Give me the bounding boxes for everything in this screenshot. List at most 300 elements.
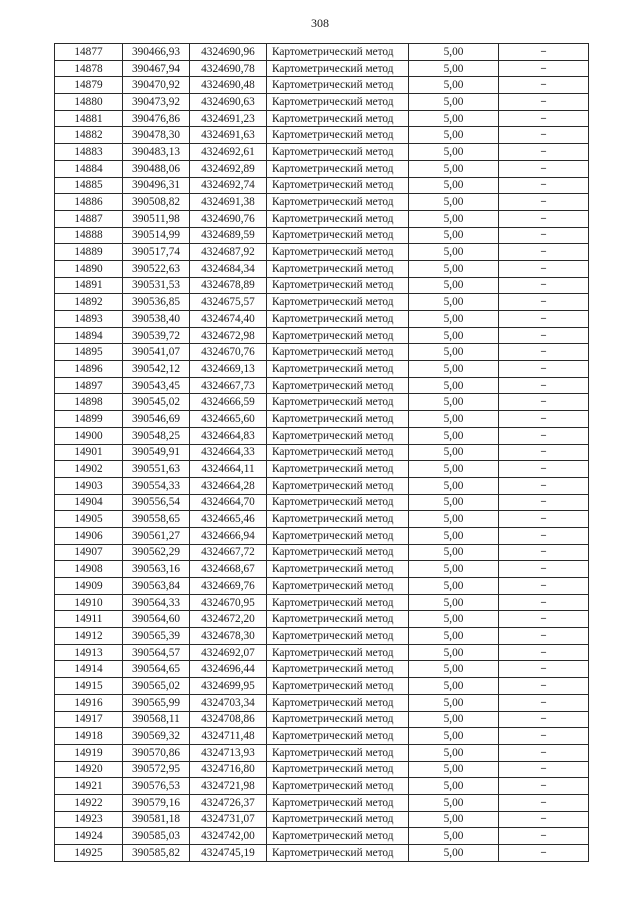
- table-row: [55, 110, 589, 127]
- cell-x-coordinate: 390551,63: [123, 461, 190, 478]
- table-row: [55, 461, 589, 478]
- cell-note: –: [499, 294, 589, 311]
- cell-x-coordinate: 390569,32: [123, 728, 190, 745]
- table-row: [55, 694, 589, 711]
- cell-method: Картометрический метод: [267, 160, 409, 177]
- cell-note: –: [499, 144, 589, 161]
- table-row: [55, 361, 589, 378]
- cell-accuracy: 5,00: [409, 244, 499, 261]
- cell-note: –: [499, 611, 589, 628]
- cell-note: –: [499, 394, 589, 411]
- cell-y-coordinate: 4324690,96: [190, 44, 267, 61]
- cell-x-coordinate: 390539,72: [123, 327, 190, 344]
- cell-y-coordinate: 4324690,48: [190, 77, 267, 94]
- table-row: [55, 744, 589, 761]
- cell-note: –: [499, 527, 589, 544]
- cell-x-coordinate: 390478,30: [123, 127, 190, 144]
- coordinate-table-body: [55, 44, 589, 862]
- cell-y-coordinate: 4324742,00: [190, 828, 267, 845]
- cell-accuracy: 5,00: [409, 494, 499, 511]
- cell-y-coordinate: 4324669,76: [190, 578, 267, 595]
- cell-method: Картометрический метод: [267, 744, 409, 761]
- cell-accuracy: 5,00: [409, 511, 499, 528]
- cell-point-number: 14908: [55, 561, 123, 578]
- cell-y-coordinate: 4324692,74: [190, 177, 267, 194]
- table-row: [55, 477, 589, 494]
- cell-accuracy: 5,00: [409, 544, 499, 561]
- cell-x-coordinate: 390579,16: [123, 794, 190, 811]
- cell-y-coordinate: 4324669,13: [190, 361, 267, 378]
- table-row: [55, 778, 589, 795]
- table-row: [55, 728, 589, 745]
- cell-accuracy: 5,00: [409, 160, 499, 177]
- table-row: [55, 711, 589, 728]
- cell-x-coordinate: 390546,69: [123, 411, 190, 428]
- cell-point-number: 14892: [55, 294, 123, 311]
- cell-point-number: 14877: [55, 44, 123, 61]
- cell-method: Картометрический метод: [267, 260, 409, 277]
- cell-point-number: 14879: [55, 77, 123, 94]
- cell-x-coordinate: 390522,63: [123, 260, 190, 277]
- cell-point-number: 14909: [55, 578, 123, 595]
- cell-y-coordinate: 4324664,28: [190, 477, 267, 494]
- cell-accuracy: 5,00: [409, 94, 499, 111]
- cell-method: Картометрический метод: [267, 461, 409, 478]
- cell-note: –: [499, 694, 589, 711]
- cell-method: Картометрический метод: [267, 44, 409, 61]
- cell-accuracy: 5,00: [409, 794, 499, 811]
- cell-point-number: 14883: [55, 144, 123, 161]
- cell-y-coordinate: 4324690,76: [190, 210, 267, 227]
- cell-accuracy: 5,00: [409, 761, 499, 778]
- cell-note: –: [499, 177, 589, 194]
- cell-note: –: [499, 561, 589, 578]
- cell-point-number: 14880: [55, 94, 123, 111]
- cell-note: –: [499, 444, 589, 461]
- cell-x-coordinate: 390568,11: [123, 711, 190, 728]
- cell-x-coordinate: 390564,60: [123, 611, 190, 628]
- cell-y-coordinate: 4324672,20: [190, 611, 267, 628]
- cell-x-coordinate: 390576,53: [123, 778, 190, 795]
- cell-y-coordinate: 4324665,46: [190, 511, 267, 528]
- cell-method: Картометрический метод: [267, 694, 409, 711]
- cell-accuracy: 5,00: [409, 611, 499, 628]
- cell-method: Картометрический метод: [267, 544, 409, 561]
- cell-note: –: [499, 411, 589, 428]
- cell-x-coordinate: 390581,18: [123, 811, 190, 828]
- cell-accuracy: 5,00: [409, 561, 499, 578]
- cell-note: –: [499, 377, 589, 394]
- cell-x-coordinate: 390531,53: [123, 277, 190, 294]
- cell-accuracy: 5,00: [409, 361, 499, 378]
- cell-point-number: 14919: [55, 744, 123, 761]
- cell-method: Картометрический метод: [267, 144, 409, 161]
- cell-note: –: [499, 594, 589, 611]
- cell-note: –: [499, 494, 589, 511]
- table-row: [55, 210, 589, 227]
- cell-method: Картометрический метод: [267, 327, 409, 344]
- cell-point-number: 14925: [55, 845, 123, 862]
- cell-method: Картометрический метод: [267, 644, 409, 661]
- cell-point-number: 14923: [55, 811, 123, 828]
- table-row: [55, 127, 589, 144]
- cell-point-number: 14913: [55, 644, 123, 661]
- cell-y-coordinate: 4324708,86: [190, 711, 267, 728]
- cell-method: Картометрический метод: [267, 594, 409, 611]
- cell-point-number: 14907: [55, 544, 123, 561]
- cell-method: Картометрический метод: [267, 778, 409, 795]
- cell-x-coordinate: 390570,86: [123, 744, 190, 761]
- cell-y-coordinate: 4324684,34: [190, 260, 267, 277]
- cell-method: Картометрический метод: [267, 127, 409, 144]
- cell-y-coordinate: 4324672,98: [190, 327, 267, 344]
- table-row: [55, 611, 589, 628]
- cell-method: Картометрический метод: [267, 427, 409, 444]
- cell-x-coordinate: 390556,54: [123, 494, 190, 511]
- page-number: 308: [311, 16, 329, 30]
- table-row: [55, 377, 589, 394]
- cell-accuracy: 5,00: [409, 845, 499, 862]
- cell-x-coordinate: 390564,33: [123, 594, 190, 611]
- cell-y-coordinate: 4324687,92: [190, 244, 267, 261]
- cell-point-number: 14916: [55, 694, 123, 711]
- cell-accuracy: 5,00: [409, 60, 499, 77]
- cell-note: –: [499, 811, 589, 828]
- cell-accuracy: 5,00: [409, 227, 499, 244]
- cell-x-coordinate: 390565,39: [123, 628, 190, 645]
- cell-note: –: [499, 461, 589, 478]
- table-row: [55, 544, 589, 561]
- cell-point-number: 14897: [55, 377, 123, 394]
- cell-accuracy: 5,00: [409, 644, 499, 661]
- cell-x-coordinate: 390542,12: [123, 361, 190, 378]
- cell-point-number: 14896: [55, 361, 123, 378]
- cell-y-coordinate: 4324690,78: [190, 60, 267, 77]
- cell-accuracy: 5,00: [409, 377, 499, 394]
- table-row: [55, 761, 589, 778]
- cell-method: Картометрический метод: [267, 561, 409, 578]
- cell-accuracy: 5,00: [409, 127, 499, 144]
- table-row: [55, 494, 589, 511]
- cell-note: –: [499, 661, 589, 678]
- cell-method: Картометрический метод: [267, 244, 409, 261]
- cell-point-number: 14890: [55, 260, 123, 277]
- cell-x-coordinate: 390470,92: [123, 77, 190, 94]
- cell-method: Картометрический метод: [267, 578, 409, 595]
- cell-y-coordinate: 4324716,80: [190, 761, 267, 778]
- cell-point-number: 14904: [55, 494, 123, 511]
- cell-method: Картометрический метод: [267, 177, 409, 194]
- cell-x-coordinate: 390563,84: [123, 578, 190, 595]
- cell-accuracy: 5,00: [409, 294, 499, 311]
- cell-point-number: 14899: [55, 411, 123, 428]
- table-row: [55, 411, 589, 428]
- cell-note: –: [499, 227, 589, 244]
- cell-accuracy: 5,00: [409, 678, 499, 695]
- cell-method: Картометрический метод: [267, 227, 409, 244]
- cell-y-coordinate: 4324665,60: [190, 411, 267, 428]
- cell-point-number: 14878: [55, 60, 123, 77]
- cell-method: Картометрический метод: [267, 277, 409, 294]
- coordinate-table: [54, 43, 589, 862]
- cell-note: –: [499, 60, 589, 77]
- cell-point-number: 14898: [55, 394, 123, 411]
- cell-point-number: 14884: [55, 160, 123, 177]
- cell-method: Картометрический метод: [267, 194, 409, 211]
- table-row: [55, 561, 589, 578]
- table-row: [55, 794, 589, 811]
- cell-accuracy: 5,00: [409, 411, 499, 428]
- cell-y-coordinate: 4324692,07: [190, 644, 267, 661]
- cell-x-coordinate: 390511,98: [123, 210, 190, 227]
- cell-point-number: 14889: [55, 244, 123, 261]
- table-row: [55, 511, 589, 528]
- cell-note: –: [499, 678, 589, 695]
- cell-y-coordinate: 4324689,59: [190, 227, 267, 244]
- cell-note: –: [499, 477, 589, 494]
- cell-y-coordinate: 4324731,07: [190, 811, 267, 828]
- table-row: [55, 594, 589, 611]
- cell-method: Картометрический метод: [267, 444, 409, 461]
- table-row: [55, 578, 589, 595]
- cell-point-number: 14893: [55, 311, 123, 328]
- table-row: [55, 194, 589, 211]
- cell-y-coordinate: 4324678,89: [190, 277, 267, 294]
- cell-method: Картометрический метод: [267, 711, 409, 728]
- cell-x-coordinate: 390476,86: [123, 110, 190, 127]
- cell-method: Картометрический метод: [267, 94, 409, 111]
- table-row: [55, 678, 589, 695]
- cell-y-coordinate: 4324667,72: [190, 544, 267, 561]
- cell-note: –: [499, 544, 589, 561]
- cell-note: –: [499, 744, 589, 761]
- cell-accuracy: 5,00: [409, 277, 499, 294]
- cell-accuracy: 5,00: [409, 194, 499, 211]
- cell-y-coordinate: 4324664,83: [190, 427, 267, 444]
- cell-accuracy: 5,00: [409, 694, 499, 711]
- cell-accuracy: 5,00: [409, 260, 499, 277]
- cell-x-coordinate: 390514,99: [123, 227, 190, 244]
- cell-x-coordinate: 390564,65: [123, 661, 190, 678]
- cell-y-coordinate: 4324696,44: [190, 661, 267, 678]
- cell-method: Картометрический метод: [267, 494, 409, 511]
- cell-y-coordinate: 4324692,89: [190, 160, 267, 177]
- cell-accuracy: 5,00: [409, 828, 499, 845]
- cell-y-coordinate: 4324691,23: [190, 110, 267, 127]
- cell-method: Картометрический метод: [267, 60, 409, 77]
- cell-accuracy: 5,00: [409, 77, 499, 94]
- cell-point-number: 14918: [55, 728, 123, 745]
- cell-y-coordinate: 4324664,70: [190, 494, 267, 511]
- cell-accuracy: 5,00: [409, 811, 499, 828]
- cell-point-number: 14921: [55, 778, 123, 795]
- cell-accuracy: 5,00: [409, 444, 499, 461]
- cell-note: –: [499, 778, 589, 795]
- cell-accuracy: 5,00: [409, 477, 499, 494]
- cell-y-coordinate: 4324691,38: [190, 194, 267, 211]
- cell-method: Картометрический метод: [267, 77, 409, 94]
- cell-note: –: [499, 644, 589, 661]
- cell-method: Картометрический метод: [267, 377, 409, 394]
- cell-accuracy: 5,00: [409, 711, 499, 728]
- cell-x-coordinate: 390572,95: [123, 761, 190, 778]
- cell-note: –: [499, 260, 589, 277]
- cell-x-coordinate: 390488,06: [123, 160, 190, 177]
- cell-x-coordinate: 390562,29: [123, 544, 190, 561]
- cell-method: Картометрический метод: [267, 511, 409, 528]
- table-row: [55, 811, 589, 828]
- cell-method: Картометрический метод: [267, 728, 409, 745]
- cell-y-coordinate: 4324667,73: [190, 377, 267, 394]
- cell-x-coordinate: 390496,31: [123, 177, 190, 194]
- cell-accuracy: 5,00: [409, 427, 499, 444]
- cell-method: Картометрический метод: [267, 477, 409, 494]
- cell-method: Картометрический метод: [267, 110, 409, 127]
- cell-y-coordinate: 4324692,61: [190, 144, 267, 161]
- cell-note: –: [499, 728, 589, 745]
- cell-point-number: 14888: [55, 227, 123, 244]
- cell-y-coordinate: 4324690,63: [190, 94, 267, 111]
- cell-point-number: 14905: [55, 511, 123, 528]
- cell-note: –: [499, 327, 589, 344]
- cell-x-coordinate: 390466,93: [123, 44, 190, 61]
- cell-accuracy: 5,00: [409, 728, 499, 745]
- cell-note: –: [499, 110, 589, 127]
- cell-x-coordinate: 390549,91: [123, 444, 190, 461]
- cell-y-coordinate: 4324668,67: [190, 561, 267, 578]
- cell-point-number: 14912: [55, 628, 123, 645]
- table-row: [55, 77, 589, 94]
- cell-note: –: [499, 94, 589, 111]
- cell-method: Картометрический метод: [267, 527, 409, 544]
- cell-y-coordinate: 4324745,19: [190, 845, 267, 862]
- cell-method: Картометрический метод: [267, 344, 409, 361]
- cell-x-coordinate: 390585,82: [123, 845, 190, 862]
- cell-accuracy: 5,00: [409, 661, 499, 678]
- cell-method: Картометрический метод: [267, 311, 409, 328]
- cell-point-number: 14922: [55, 794, 123, 811]
- cell-point-number: 14895: [55, 344, 123, 361]
- table-row: [55, 160, 589, 177]
- cell-note: –: [499, 511, 589, 528]
- table-row: [55, 144, 589, 161]
- cell-y-coordinate: 4324666,59: [190, 394, 267, 411]
- cell-y-coordinate: 4324678,30: [190, 628, 267, 645]
- cell-accuracy: 5,00: [409, 394, 499, 411]
- cell-method: Картометрический метод: [267, 361, 409, 378]
- cell-note: –: [499, 44, 589, 61]
- cell-note: –: [499, 194, 589, 211]
- table-row: [55, 294, 589, 311]
- cell-note: –: [499, 277, 589, 294]
- cell-note: –: [499, 210, 589, 227]
- cell-x-coordinate: 390543,45: [123, 377, 190, 394]
- cell-point-number: 14882: [55, 127, 123, 144]
- cell-point-number: 14924: [55, 828, 123, 845]
- cell-note: –: [499, 244, 589, 261]
- cell-point-number: 14915: [55, 678, 123, 695]
- table-row: [55, 327, 589, 344]
- cell-note: –: [499, 761, 589, 778]
- cell-y-coordinate: 4324670,95: [190, 594, 267, 611]
- cell-x-coordinate: 390548,25: [123, 427, 190, 444]
- cell-y-coordinate: 4324664,33: [190, 444, 267, 461]
- cell-note: –: [499, 160, 589, 177]
- cell-y-coordinate: 4324713,93: [190, 744, 267, 761]
- cell-x-coordinate: 390508,82: [123, 194, 190, 211]
- cell-x-coordinate: 390565,02: [123, 678, 190, 695]
- cell-method: Картометрический метод: [267, 411, 409, 428]
- cell-point-number: 14906: [55, 527, 123, 544]
- table-row: [55, 394, 589, 411]
- cell-method: Картометрический метод: [267, 811, 409, 828]
- cell-x-coordinate: 390473,92: [123, 94, 190, 111]
- table-row: [55, 344, 589, 361]
- table-row: [55, 427, 589, 444]
- cell-accuracy: 5,00: [409, 594, 499, 611]
- cell-point-number: 14886: [55, 194, 123, 211]
- cell-y-coordinate: 4324726,37: [190, 794, 267, 811]
- cell-point-number: 14885: [55, 177, 123, 194]
- table-row: [55, 260, 589, 277]
- cell-point-number: 14901: [55, 444, 123, 461]
- table-row: [55, 60, 589, 77]
- cell-point-number: 14914: [55, 661, 123, 678]
- cell-point-number: 14920: [55, 761, 123, 778]
- cell-y-coordinate: 4324721,98: [190, 778, 267, 795]
- cell-y-coordinate: 4324664,11: [190, 461, 267, 478]
- cell-x-coordinate: 390467,94: [123, 60, 190, 77]
- cell-method: Картометрический метод: [267, 761, 409, 778]
- cell-method: Картометрический метод: [267, 794, 409, 811]
- cell-point-number: 14910: [55, 594, 123, 611]
- cell-x-coordinate: 390561,27: [123, 527, 190, 544]
- cell-method: Картометрический метод: [267, 845, 409, 862]
- cell-note: –: [499, 344, 589, 361]
- cell-x-coordinate: 390558,65: [123, 511, 190, 528]
- cell-point-number: 14903: [55, 477, 123, 494]
- table-row: [55, 244, 589, 261]
- cell-method: Картометрический метод: [267, 294, 409, 311]
- cell-method: Картометрический метод: [267, 210, 409, 227]
- cell-accuracy: 5,00: [409, 210, 499, 227]
- table-row: [55, 94, 589, 111]
- table-row: [55, 277, 589, 294]
- cell-method: Картометрический метод: [267, 611, 409, 628]
- table-row: [55, 828, 589, 845]
- cell-x-coordinate: 390536,85: [123, 294, 190, 311]
- cell-y-coordinate: 4324670,76: [190, 344, 267, 361]
- cell-point-number: 14894: [55, 327, 123, 344]
- cell-note: –: [499, 794, 589, 811]
- cell-x-coordinate: 390517,74: [123, 244, 190, 261]
- cell-y-coordinate: 4324691,63: [190, 127, 267, 144]
- table-row: [55, 628, 589, 645]
- cell-x-coordinate: 390538,40: [123, 311, 190, 328]
- cell-point-number: 14891: [55, 277, 123, 294]
- cell-note: –: [499, 628, 589, 645]
- cell-y-coordinate: 4324666,94: [190, 527, 267, 544]
- table-row: [55, 311, 589, 328]
- table-row: [55, 227, 589, 244]
- cell-accuracy: 5,00: [409, 744, 499, 761]
- table-row: [55, 845, 589, 862]
- cell-accuracy: 5,00: [409, 578, 499, 595]
- cell-point-number: 14902: [55, 461, 123, 478]
- cell-y-coordinate: 4324711,48: [190, 728, 267, 745]
- cell-x-coordinate: 390585,03: [123, 828, 190, 845]
- cell-x-coordinate: 390565,99: [123, 694, 190, 711]
